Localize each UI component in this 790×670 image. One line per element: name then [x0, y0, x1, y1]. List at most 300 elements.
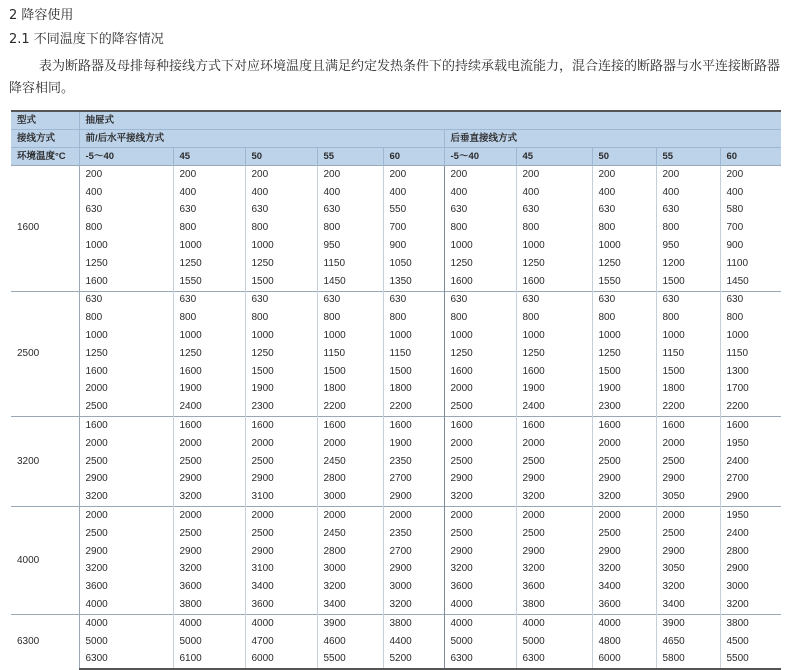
temperature-header: 50: [592, 148, 656, 166]
table-cell: 3200: [592, 488, 656, 506]
rating-group-label: 2500: [11, 291, 79, 417]
table-cell: 1000: [317, 327, 383, 345]
table-row: [11, 561, 781, 579]
table-cell: 1250: [85, 347, 108, 359]
table-cell: 200: [656, 166, 720, 184]
table-cell: 4000: [444, 596, 516, 614]
table-cell: 2000: [173, 435, 245, 453]
table-cell: 1350: [383, 273, 444, 291]
table-cell: 200: [720, 166, 781, 184]
table-cell: 800: [656, 219, 720, 237]
table-cell: 2400: [720, 453, 781, 471]
table-cell: 630: [444, 291, 516, 309]
table-cell: 1150: [656, 345, 720, 363]
rating-group-label: 6300: [11, 614, 79, 669]
table-cell: 1250: [516, 255, 592, 273]
table-cell: 4500: [720, 633, 781, 651]
table-cell: 1800: [656, 381, 720, 399]
table-cell: 630: [245, 202, 317, 220]
table-row: [11, 525, 781, 543]
table-cell: 1900: [592, 381, 656, 399]
table-cell: 3400: [317, 596, 383, 614]
table-row: [11, 237, 781, 255]
table-cell: 6100: [173, 651, 245, 670]
table-cell: 6300: [444, 651, 516, 670]
table-cell: 1600: [85, 365, 108, 377]
table-cell: 1600: [245, 417, 317, 435]
table-cell: 1250: [592, 255, 656, 273]
row-label-temperature: 环境温度°C: [11, 148, 79, 166]
table-cell: 3600: [444, 578, 516, 596]
table-row: [11, 381, 781, 399]
derating-table: [11, 110, 781, 670]
table-cell: 800: [720, 309, 781, 327]
table-cell: 1000: [85, 330, 108, 342]
table-row: [11, 345, 781, 363]
table-cell: 3800: [720, 614, 781, 632]
table-cell: 2900: [720, 561, 781, 579]
table-cell: 1600: [720, 417, 781, 435]
table-cell: 2500: [85, 455, 108, 467]
table-cell: 3200: [720, 596, 781, 614]
table-cell: 3600: [245, 596, 317, 614]
wiring-vertical: 后垂直接线方式: [444, 130, 781, 148]
table-cell: 1300: [720, 363, 781, 381]
table-cell: 2450: [317, 525, 383, 543]
table-cell: 1550: [173, 273, 245, 291]
table-cell: 800: [85, 312, 103, 324]
table-cell: 800: [383, 309, 444, 327]
table-row: [11, 291, 781, 309]
table-cell: 400: [85, 186, 103, 198]
table-cell: 950: [656, 237, 720, 255]
table-cell: 2900: [173, 471, 245, 489]
table-cell: 1250: [173, 345, 245, 363]
table-cell: 3000: [720, 578, 781, 596]
table-cell: 2800: [317, 471, 383, 489]
table-row: [11, 202, 781, 220]
table-cell: 630: [317, 202, 383, 220]
table-cell: 1600: [173, 363, 245, 381]
table-cell: 800: [592, 309, 656, 327]
table-cell: 630: [592, 202, 656, 220]
table-cell: 4000: [85, 599, 108, 611]
table-cell: 2000: [592, 435, 656, 453]
table-cell: 630: [656, 291, 720, 309]
table-cell: 3200: [85, 491, 108, 503]
table-cell: 2900: [516, 471, 592, 489]
table-cell: 6300: [79, 651, 173, 670]
table-cell: 200: [173, 166, 245, 184]
table-cell: 700: [383, 219, 444, 237]
table-cell: 1800: [383, 381, 444, 399]
table-cell: 2900: [444, 543, 516, 561]
table-cell: 1500: [245, 363, 317, 381]
table-cell: 3200: [516, 561, 592, 579]
table-cell: 2500: [592, 525, 656, 543]
table-cell: 200: [592, 166, 656, 184]
table-cell: 4000: [79, 614, 173, 632]
table-cell: 3100: [245, 561, 317, 579]
table-cell: 2500: [444, 398, 516, 416]
table-cell: 400: [592, 184, 656, 202]
table-cell: 1250: [173, 255, 245, 273]
table-row: [11, 255, 781, 273]
table-cell: 2700: [720, 471, 781, 489]
table-cell: 4700: [245, 633, 317, 651]
table-cell: 1150: [383, 345, 444, 363]
table-cell: 3200: [173, 561, 245, 579]
table-cell: 700: [720, 219, 781, 237]
table-cell: 2000: [516, 507, 592, 525]
table-cell: 630: [656, 202, 720, 220]
table-cell: 4000: [173, 614, 245, 632]
rating-group-label: 3200: [11, 417, 79, 507]
header-row-type: [11, 111, 781, 130]
temperature-header: -5～40: [79, 148, 173, 166]
table-cell: 200: [383, 166, 444, 184]
table-cell: 4000: [444, 614, 516, 632]
table-cell: 1500: [245, 273, 317, 291]
table-cell: 2900: [592, 543, 656, 561]
table-cell: 2000: [85, 437, 108, 449]
type-value: 抽屉式: [79, 111, 781, 130]
table-cell: 2700: [383, 543, 444, 561]
table-cell: 200: [79, 166, 173, 184]
table-cell: 2000: [173, 507, 245, 525]
table-cell: 3200: [444, 488, 516, 506]
table-cell: 1600: [79, 417, 173, 435]
table-cell: 2900: [516, 543, 592, 561]
table-cell: 1900: [173, 381, 245, 399]
table-cell: 2500: [245, 525, 317, 543]
table-cell: 1600: [317, 417, 383, 435]
table-cell: 1950: [720, 435, 781, 453]
table-cell: 2200: [383, 398, 444, 416]
table-cell: 2000: [245, 435, 317, 453]
table-cell: 4600: [317, 633, 383, 651]
table-cell: 400: [516, 184, 592, 202]
table-row: [11, 614, 781, 632]
table-row: [11, 417, 781, 435]
table-cell: 950: [317, 237, 383, 255]
table-cell: 2000: [444, 381, 516, 399]
table-cell: 1450: [720, 273, 781, 291]
table-cell: 580: [720, 202, 781, 220]
table-cell: 2300: [592, 398, 656, 416]
table-cell: 1000: [516, 237, 592, 255]
table-cell: 2900: [173, 543, 245, 561]
table-cell: 1800: [317, 381, 383, 399]
table-cell: 1000: [720, 327, 781, 345]
row-label-type: 型式: [11, 111, 79, 130]
table-cell: 3400: [245, 578, 317, 596]
section-heading: 2 降容使用: [9, 8, 74, 23]
table-cell: 630: [516, 202, 592, 220]
table-row: [11, 219, 781, 237]
table-cell: 3200: [85, 563, 108, 575]
table-cell: 1250: [592, 345, 656, 363]
table-cell: 2000: [656, 435, 720, 453]
table-cell: 1100: [720, 255, 781, 273]
table-cell: 1700: [720, 381, 781, 399]
table-cell: 2900: [383, 488, 444, 506]
table-cell: 2900: [245, 543, 317, 561]
table-cell: 3050: [656, 561, 720, 579]
table-cell: 1550: [592, 273, 656, 291]
table-cell: 3000: [383, 578, 444, 596]
table-cell: 2000: [592, 507, 656, 525]
table-row: [11, 596, 781, 614]
table-cell: 2500: [516, 453, 592, 471]
table-cell: 2500: [656, 525, 720, 543]
table-cell: 800: [245, 309, 317, 327]
temperature-header: 45: [516, 148, 592, 166]
table-row: [11, 453, 781, 471]
table-cell: 800: [317, 309, 383, 327]
table-row: [11, 578, 781, 596]
table-cell: 1600: [85, 275, 108, 287]
table-cell: 1000: [383, 327, 444, 345]
table-cell: 2900: [720, 488, 781, 506]
table-cell: 630: [173, 291, 245, 309]
table-cell: 2900: [444, 471, 516, 489]
temperature-header: 55: [317, 148, 383, 166]
table-cell: 2500: [245, 453, 317, 471]
table-cell: 3200: [317, 578, 383, 596]
table-cell: 1500: [383, 363, 444, 381]
table-cell: 2000: [317, 507, 383, 525]
table-cell: 630: [516, 291, 592, 309]
table-cell: 2900: [656, 543, 720, 561]
table-cell: 800: [173, 219, 245, 237]
table-cell: 4650: [656, 633, 720, 651]
table-cell: 1250: [444, 345, 516, 363]
table-row: [11, 507, 781, 525]
table-cell: 1000: [444, 327, 516, 345]
table-cell: 6300: [516, 651, 592, 670]
table-cell: 1000: [656, 327, 720, 345]
table-cell: 630: [592, 291, 656, 309]
table-cell: 200: [444, 166, 516, 184]
table-cell: 2800: [720, 543, 781, 561]
table-cell: 2800: [317, 543, 383, 561]
table-cell: 800: [516, 309, 592, 327]
table-cell: 5000: [85, 635, 108, 647]
temperature-header: 50: [245, 148, 317, 166]
table-cell: 630: [173, 202, 245, 220]
table-cell: 2900: [383, 561, 444, 579]
table-cell: 1000: [245, 327, 317, 345]
table-cell: 2900: [592, 471, 656, 489]
table-cell: 800: [245, 219, 317, 237]
table-cell: 2900: [85, 545, 108, 557]
table-cell: 400: [444, 184, 516, 202]
table-row: [11, 488, 781, 506]
table-cell: 1600: [516, 273, 592, 291]
table-cell: 2300: [245, 398, 317, 416]
table-cell: 400: [173, 184, 245, 202]
table-cell: 1250: [245, 345, 317, 363]
table-cell: 2000: [79, 507, 173, 525]
table-cell: 3200: [383, 596, 444, 614]
table-cell: 1000: [245, 237, 317, 255]
table-cell: 550: [383, 202, 444, 220]
table-cell: 1150: [720, 345, 781, 363]
table-cell: 1500: [317, 363, 383, 381]
temperature-header: 60: [383, 148, 444, 166]
table-cell: 2500: [444, 453, 516, 471]
table-cell: 5000: [444, 633, 516, 651]
table-cell: 1900: [245, 381, 317, 399]
rating-group-label: 1600: [11, 166, 79, 292]
table-cell: 1600: [173, 417, 245, 435]
table-cell: 630: [317, 291, 383, 309]
table-cell: 1250: [444, 255, 516, 273]
table-cell: 400: [245, 184, 317, 202]
table-cell: 1500: [656, 363, 720, 381]
table-cell: 800: [444, 219, 516, 237]
table-cell: 800: [656, 309, 720, 327]
table-cell: 1050: [383, 255, 444, 273]
table-cell: 3800: [516, 596, 592, 614]
intro-paragraph: 表为断路器及母排每种接线方式下对应环境温度且满足约定发热条件下的持续承载电流能力，混合连接的断路器与水平连接断路器降容相同。: [9, 59, 781, 96]
table-cell: 2900: [245, 471, 317, 489]
table-cell: 2400: [516, 398, 592, 416]
wiring-horizontal: 前/后水平接线方式: [79, 130, 444, 148]
table-cell: 5200: [383, 651, 444, 670]
table-cell: 1500: [656, 273, 720, 291]
table-cell: 3000: [317, 561, 383, 579]
subsection-heading: 2.1 不同温度下的降容情况: [9, 32, 164, 47]
table-cell: 1600: [383, 417, 444, 435]
table-cell: 1600: [516, 363, 592, 381]
table-cell: 2200: [317, 398, 383, 416]
table-cell: 1600: [444, 417, 516, 435]
table-cell: 2000: [383, 507, 444, 525]
table-cell: 630: [245, 291, 317, 309]
temperature-header: 45: [173, 148, 245, 166]
table-cell: 1600: [592, 417, 656, 435]
table-cell: 400: [720, 184, 781, 202]
table-cell: 2000: [317, 435, 383, 453]
table-cell: 3800: [173, 596, 245, 614]
table-cell: 1900: [383, 435, 444, 453]
row-label-wiring: 接线方式: [11, 130, 79, 148]
table-cell: 4400: [383, 633, 444, 651]
table-cell: 3100: [245, 488, 317, 506]
header-row-temperature: [11, 148, 781, 166]
table-cell: 1250: [85, 257, 108, 269]
table-cell: 2400: [173, 398, 245, 416]
table-cell: 2700: [383, 471, 444, 489]
table-cell: 1600: [444, 363, 516, 381]
table-cell: 2900: [656, 471, 720, 489]
table-cell: 1450: [317, 273, 383, 291]
table-cell: 630: [720, 291, 781, 309]
table-cell: 3050: [656, 488, 720, 506]
table-row: [11, 543, 781, 561]
table-cell: 4000: [245, 614, 317, 632]
rating-group-label: 4000: [11, 507, 79, 615]
table-cell: 2200: [720, 398, 781, 416]
table-cell: 1150: [317, 345, 383, 363]
table-cell: 1000: [444, 237, 516, 255]
table-cell: 400: [317, 184, 383, 202]
table-cell: 1000: [85, 240, 108, 252]
table-cell: 630: [383, 291, 444, 309]
table-cell: 2400: [720, 525, 781, 543]
table-cell: 2500: [173, 525, 245, 543]
table-cell: 5000: [516, 633, 592, 651]
table-cell: 800: [444, 309, 516, 327]
table-cell: 3200: [656, 578, 720, 596]
table-cell: 1250: [516, 345, 592, 363]
table-cell: 2500: [85, 401, 108, 413]
table-cell: 3600: [85, 581, 108, 593]
table-row: [11, 363, 781, 381]
table-row: [11, 309, 781, 327]
table-cell: 2900: [85, 473, 108, 485]
table-cell: 3200: [592, 561, 656, 579]
table-cell: 1900: [516, 381, 592, 399]
table-cell: 800: [317, 219, 383, 237]
table-cell: 1000: [173, 327, 245, 345]
table-cell: 800: [516, 219, 592, 237]
table-cell: 2200: [656, 398, 720, 416]
table-cell: 2500: [85, 527, 108, 539]
table-cell: 2500: [656, 453, 720, 471]
table-cell: 3800: [383, 614, 444, 632]
table-cell: 2500: [592, 453, 656, 471]
table-row: [11, 327, 781, 345]
table-row: [11, 184, 781, 202]
table-cell: 6000: [245, 651, 317, 670]
table-cell: 2500: [516, 525, 592, 543]
table-cell: 4000: [516, 614, 592, 632]
table-cell: 5500: [720, 651, 781, 670]
table-cell: 5500: [317, 651, 383, 670]
table-cell: 2000: [85, 383, 108, 395]
table-cell: 1000: [592, 327, 656, 345]
table-cell: 2350: [383, 453, 444, 471]
table-cell: 4800: [592, 633, 656, 651]
table-cell: 2000: [245, 507, 317, 525]
table-cell: 400: [383, 184, 444, 202]
temperature-header: -5～40: [444, 148, 516, 166]
table-cell: 200: [245, 166, 317, 184]
table-cell: 800: [173, 309, 245, 327]
table-cell: 1000: [173, 237, 245, 255]
table-cell: 3400: [592, 578, 656, 596]
table-cell: 2350: [383, 525, 444, 543]
table-cell: 3600: [173, 578, 245, 596]
table-cell: 2500: [173, 453, 245, 471]
table-cell: 800: [592, 219, 656, 237]
table-cell: 3200: [173, 488, 245, 506]
table-cell: 4000: [592, 614, 656, 632]
temperature-header: 60: [720, 148, 781, 166]
table-cell: 630: [79, 291, 173, 309]
table-cell: 5000: [173, 633, 245, 651]
table-cell: 2000: [656, 507, 720, 525]
table-cell: 3900: [317, 614, 383, 632]
table-cell: 3400: [656, 596, 720, 614]
table-cell: 1950: [720, 507, 781, 525]
table-cell: 1200: [656, 255, 720, 273]
table-row: [11, 273, 781, 291]
table-cell: 200: [516, 166, 592, 184]
